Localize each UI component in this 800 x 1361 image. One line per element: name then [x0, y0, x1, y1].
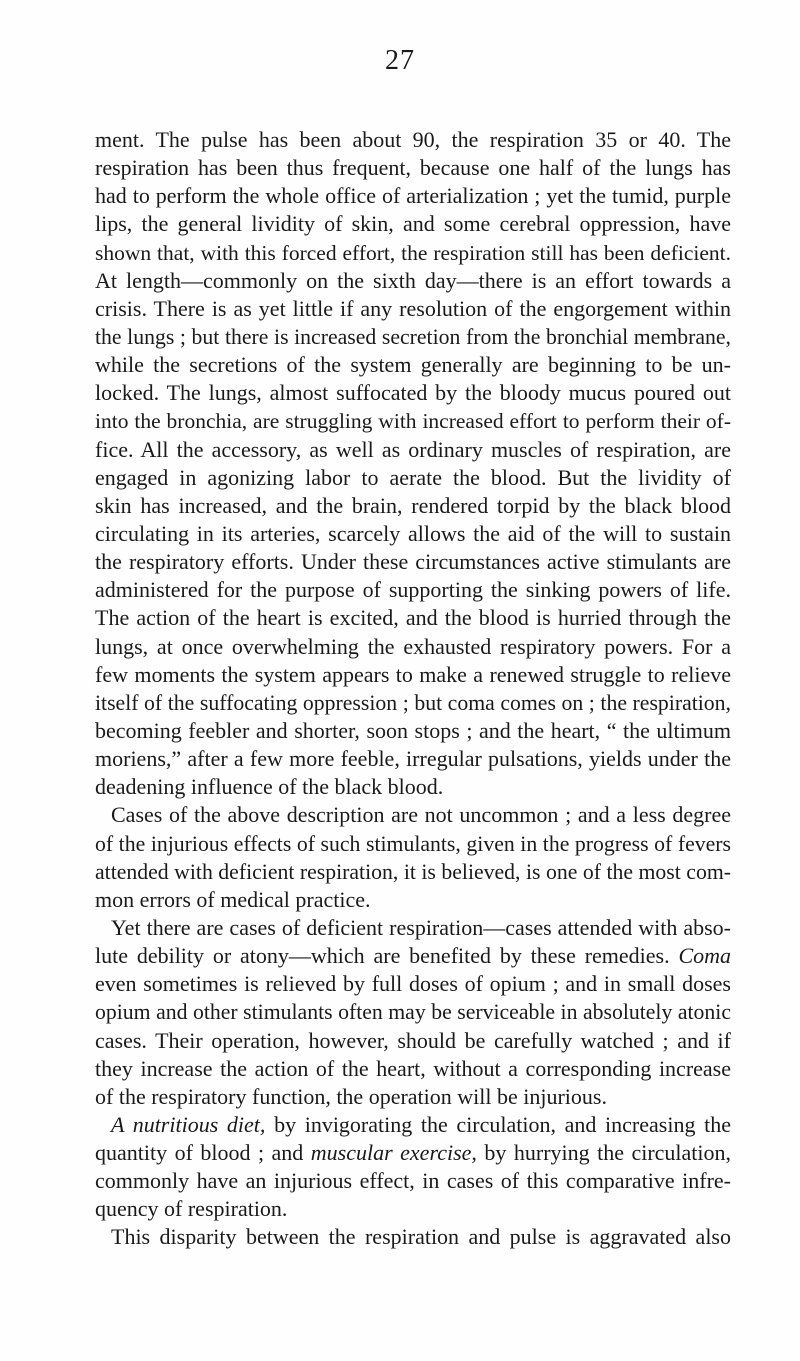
text-line: Yet there are cases of deficient respiration—cases attended with abso- — [111, 914, 731, 940]
text-line: fice. All the accessory, as well as ordinary muscles of respiration, are — [95, 436, 731, 462]
text-line: crisis. There is as yet little if any resolution of the engorgement within — [95, 295, 731, 321]
text-line: respiration has been thus frequent, because one half of the lungs has — [95, 155, 731, 181]
text-line: attended with deficient respiration, it is believed, is one of the most com- — [95, 859, 731, 884]
text-line: itself of the suffocating oppression ; but coma comes on ; the respiration, — [95, 690, 731, 715]
text-line: engaged in agonizing labor to aerate the blood. But the lividity of — [95, 464, 731, 490]
text-line: circulating in its arteries, scarcely allows the aid of the will to sustain — [95, 520, 731, 546]
text-line: Cases of the above description are not uncommon ; and a less degree — [111, 802, 731, 828]
emphasis-muscular-exercise: muscular exercise, — [310, 1140, 477, 1166]
text-line: mon errors of medical practice. — [95, 886, 371, 912]
text-line: moriens,” after a few more feeble, irregular pulsations, yields under the — [95, 746, 731, 772]
text-line: into the bronchia, are struggling with increased effort to perform their of- — [95, 409, 731, 434]
emphasis-coma: Coma — [678, 943, 731, 969]
body-text — [95, 126, 731, 1252]
text-line: of the injurious effects of such stimulants, given in the progress of fevers — [95, 831, 731, 856]
text-line: few moments the system appears to make a renewed struggle to relieve — [95, 661, 731, 687]
text-line — [95, 1139, 731, 1167]
text-line: the lungs ; but there is increased secretion from the bronchial membrane, — [95, 324, 731, 349]
text-line: becoming feebler and shorter, soon stops ; and the heart, “ the ultimum — [95, 717, 731, 743]
text-line: ment. The pulse has been about 90, the respiration 35 or 40. The — [95, 127, 731, 152]
text-line: opium and other stimulants often may be serviceable in absolutely atonic — [95, 1000, 731, 1025]
text-line: quency of respiration. — [95, 1196, 288, 1222]
text-segment: by hurrying the circulation, — [484, 1140, 732, 1166]
text-line: commonly have an injurious effect, in cases of this comparative infre- — [95, 1168, 731, 1194]
text-line: they increase the action of the heart, without a corresponding increase — [95, 1055, 731, 1081]
text-line: of the respiratory function, the operation will be injurious. — [95, 1083, 607, 1109]
text-line: even sometimes is relieved by full doses of opium ; and in small doses — [95, 971, 731, 997]
text-line: lungs, at once overwhelming the exhausted respiratory powers. For a — [95, 633, 731, 659]
emphasis-nutritious-diet: A nutritious diet, — [111, 1111, 266, 1137]
text-line: skin has increased, and the brain, rendered torpid by the black blood — [95, 492, 731, 518]
text-line — [95, 1111, 731, 1139]
text-line — [95, 942, 731, 970]
text-line: This disparity between the respiration and pulse is aggravated also — [111, 1224, 731, 1250]
text-line: At length—commonly on the sixth day—there is an effort towards a — [95, 267, 731, 293]
text-line: while the secretions of the system generally are beginning to be un- — [95, 352, 731, 378]
text-line: locked. The lungs, almost suffocated by the bloody mucus poured out — [95, 380, 731, 406]
text-line: lips, the general lividity of skin, and some cerebral oppression, have — [95, 211, 731, 237]
page-number: 27 — [385, 45, 415, 76]
text-line: the respiratory efforts. Under these circumstances active stimulants are — [95, 549, 731, 575]
text-line: shown that, with this forced effort, the respiration still has been deficient. — [95, 240, 731, 265]
text-line: deadening influence of the black blood. — [95, 774, 444, 800]
text-segment: lute debility or atony—which are benefited by these remedies. — [95, 943, 670, 969]
text-line: The action of the heart is excited, and the blood is hurried through the — [95, 605, 731, 631]
text-line: cases. Their operation, however, should be carefully watched ; and if — [95, 1027, 731, 1053]
text-line: administered for the purpose of supporting the sinking powers of life. — [95, 577, 731, 603]
text-segment: quantity of blood ; and — [95, 1140, 304, 1166]
text-segment: by invigorating the circulation, and increasing the — [274, 1111, 731, 1137]
text-line: had to perform the whole office of arterialization ; yet the tumid, purple — [95, 183, 731, 209]
